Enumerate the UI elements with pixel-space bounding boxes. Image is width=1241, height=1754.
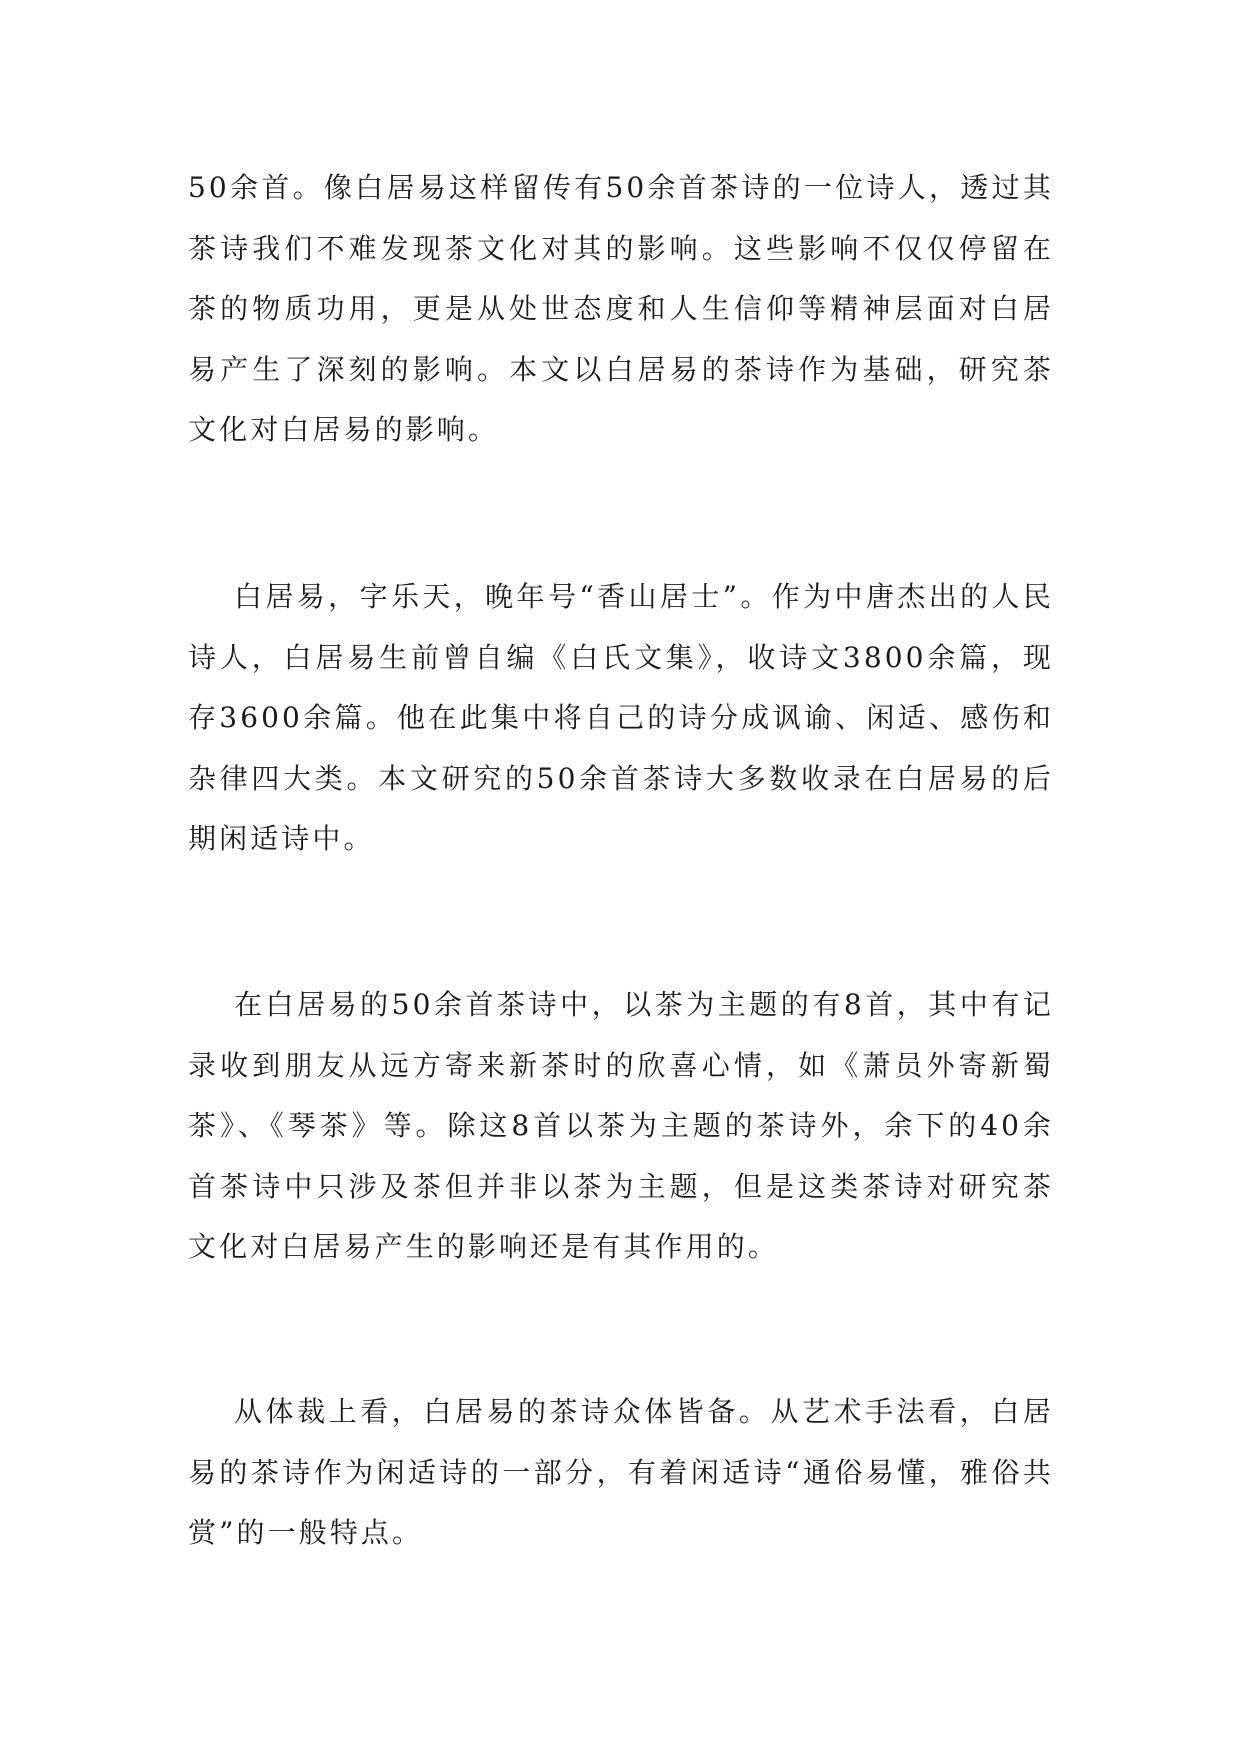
paragraph-continuation: 50余首。像白居易这样留传有50余首茶诗的一位诗人，透过其茶诗我们不难发现茶文化对其的影响。这些影响不仅仅停留在茶的物质功用，更是从处世态度和人生信仰等精神层面对白居易产生了深刻的影响。本文以白居易的茶诗作为基础，研究茶文化对白居易的影响。 — [188, 171, 1054, 446]
paragraph-bai-juyi-intro: 白居易，字乐天，晚年号“香山居士”。作为中唐杰出的人民诗人，白居易生前曾自编《白氏文集》，收诗文3800余篇，现存3600余篇。他在此集中将自己的诗分成讽谕、闲适、感伤和杂律四大类。本文研究的50余首茶诗大多数收录在白居易的后期闲适诗中。 — [188, 580, 1054, 855]
paragraph-style-features: 从体裁上看，白居易的茶诗众体皆备。从艺术手法看，白居易的茶诗作为闲适诗的一部分，有着闲适诗“通俗易懂，雅俗共赏”的一般特点。 — [188, 1395, 1054, 1549]
paragraph-tea-poems-themes: 在白居易的50余首茶诗中，以茶为主题的有8首，其中有记录收到朋友从远方寄来新茶时的欣喜心情，如《萧员外寄新蜀茶》、《琴茶》等。除这8首以茶为主题的茶诗外，余下的40余首茶诗中只涉及茶但并非以茶为主题，但是这类茶诗对研究茶文化对白居易产生的影响还是有其作用的。 — [188, 988, 1054, 1263]
